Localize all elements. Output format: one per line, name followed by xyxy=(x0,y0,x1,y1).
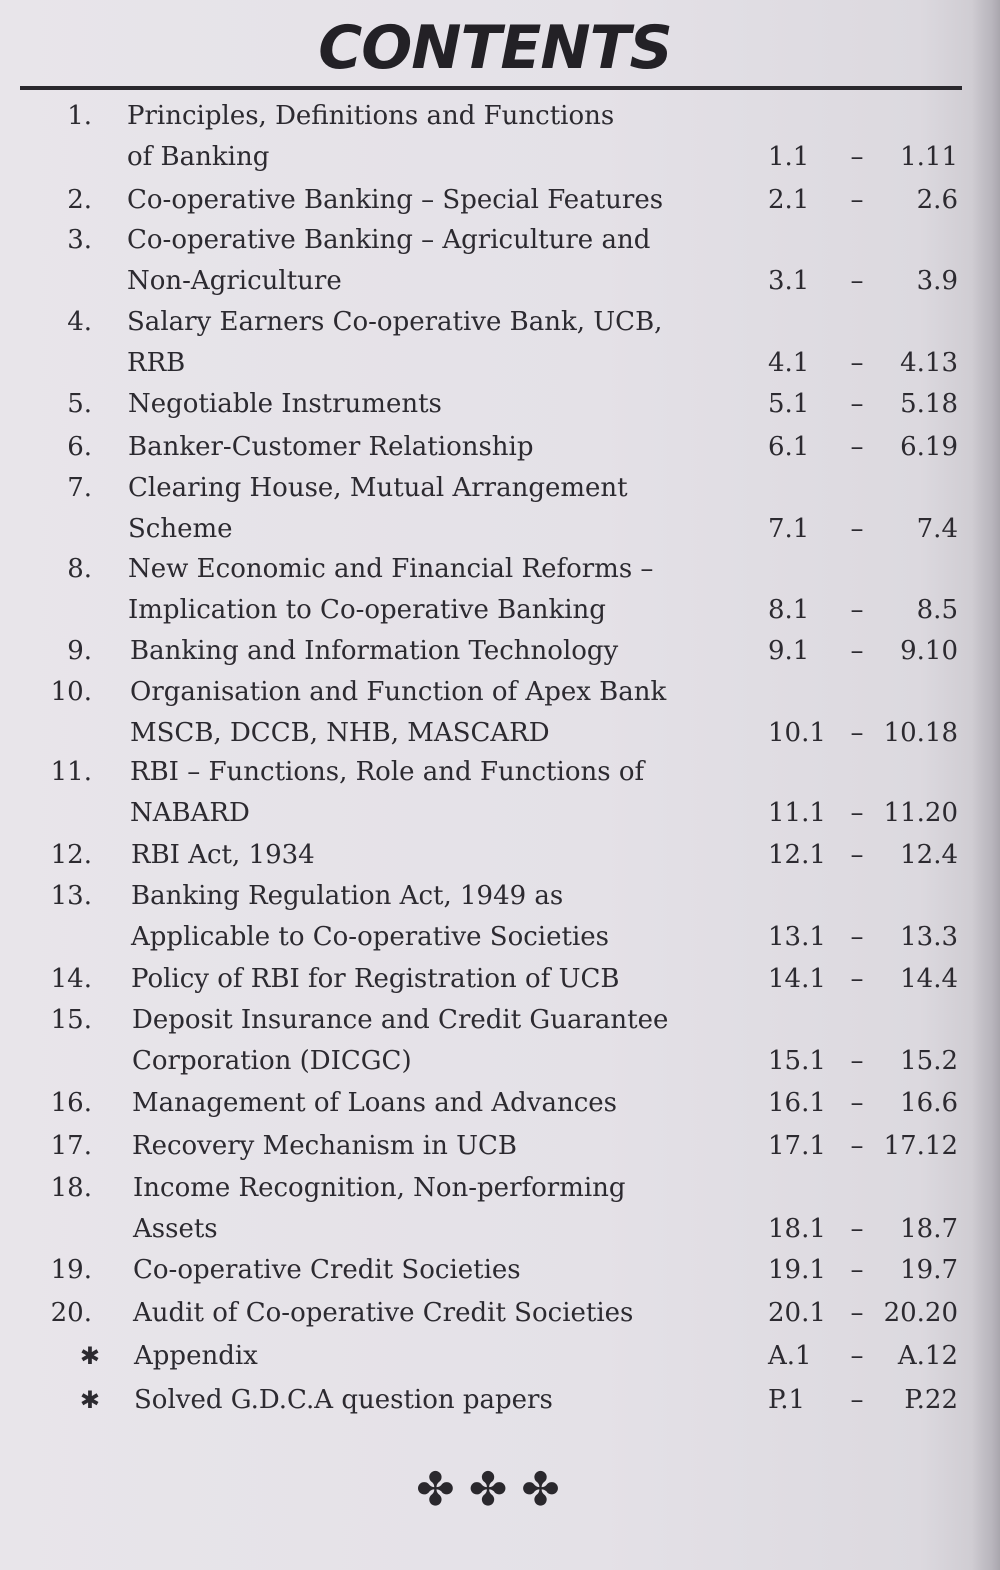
page-range-start: 7.1 xyxy=(768,514,810,544)
page-range-start: 12.1 xyxy=(768,840,826,870)
chapter-title-line: Assets xyxy=(133,1214,218,1244)
toc-entry xyxy=(0,1380,1000,1421)
page-range-start: 11.1 xyxy=(768,798,826,828)
chapter-title-line: Management of Loans and Advances xyxy=(132,1088,618,1118)
chapter-title-line: Principles, Definitions and Functions xyxy=(127,101,615,131)
chapter-title-line: NABARD xyxy=(130,798,250,828)
page-range-end: P.22 xyxy=(904,1385,958,1415)
page-range-dash: – xyxy=(850,840,864,870)
chapter-title-line: Co-operative Banking – Special Features xyxy=(127,185,664,215)
chapter-title-line: Implication to Co-operative Banking xyxy=(128,595,606,625)
chapter-title-line: RBI – Functions, Role and Functions of xyxy=(130,757,645,787)
chapter-title-line: Corporation (DICGC) xyxy=(132,1046,412,1076)
page-range-dash: – xyxy=(850,185,864,215)
chapter-title-line: MSCB, DCCB, NHB, MASCARD xyxy=(130,718,550,748)
chapter-number: 20. xyxy=(50,1298,92,1328)
toc-entry xyxy=(0,1168,1000,1250)
toc-entry xyxy=(0,1083,1000,1124)
page-range-dash: – xyxy=(850,636,864,666)
page-range-start: 1.1 xyxy=(768,142,810,172)
chapter-number: 18. xyxy=(50,1173,92,1203)
toc-entry xyxy=(0,549,1000,631)
toc-entry xyxy=(0,959,1000,1000)
page-range-end: A.12 xyxy=(897,1341,958,1371)
page-range-start: 5.1 xyxy=(768,389,810,419)
toc-entry xyxy=(0,672,1000,754)
chapter-title-line: Co-operative Credit Societies xyxy=(133,1255,521,1285)
chapter-title-line: Banking Regulation Act, 1949 as xyxy=(131,881,564,911)
page-range-start: 16.1 xyxy=(768,1088,826,1118)
page-range-end: 7.4 xyxy=(916,514,958,544)
chapter-number: 17. xyxy=(50,1131,92,1161)
toc-entry xyxy=(0,1000,1000,1082)
page-range-dash: – xyxy=(850,718,864,748)
chapter-title-line: Negotiable Instruments xyxy=(128,389,442,419)
chapter-title-line: Organisation and Function of Apex Bank xyxy=(130,677,667,707)
page-range-start: 2.1 xyxy=(768,185,810,215)
toc-entry xyxy=(0,384,1000,425)
chapter-title-line: Scheme xyxy=(128,514,233,544)
chapter-title-line: Co-operative Banking – Agriculture and xyxy=(127,225,651,255)
page-range-dash: – xyxy=(850,348,864,378)
page-range-start: 6.1 xyxy=(768,432,810,462)
page-range-start: 19.1 xyxy=(768,1255,826,1285)
chapter-title-line: Applicable to Co-operative Societies xyxy=(131,922,610,952)
page-range-end: 18.7 xyxy=(900,1214,958,1244)
chapter-number: 15. xyxy=(50,1005,92,1035)
toc-entry xyxy=(0,876,1000,958)
page-range-end: 12.4 xyxy=(900,840,958,870)
chapter-title-line: Banker-Customer Relationship xyxy=(128,432,534,462)
chapter-title-line: Deposit Insurance and Credit Guarantee xyxy=(132,1005,669,1035)
page-range-dash: – xyxy=(850,514,864,544)
page-range-start: 9.1 xyxy=(768,636,810,666)
page-range-dash: – xyxy=(850,964,864,994)
chapter-number: 3. xyxy=(67,225,92,255)
page-range-dash: – xyxy=(850,595,864,625)
chapter-title-line: Audit of Co-operative Credit Societies xyxy=(133,1298,634,1328)
chapter-number: 14. xyxy=(50,964,92,994)
toc-entry xyxy=(0,96,1000,178)
page-range-end: 11.20 xyxy=(883,798,958,828)
toc-entry xyxy=(0,220,1000,302)
chapter-number: 10. xyxy=(50,677,92,707)
page-range-dash: – xyxy=(850,1341,864,1371)
toc-entry xyxy=(0,1250,1000,1291)
page-range-end: 13.3 xyxy=(900,922,958,952)
page-range-dash: – xyxy=(850,142,864,172)
page-range-dash: – xyxy=(850,1214,864,1244)
toc-entry xyxy=(0,1336,1000,1377)
toc-entry xyxy=(0,427,1000,468)
page-range-dash: – xyxy=(850,432,864,462)
page-range-dash: – xyxy=(850,1131,864,1161)
page-range-start: P.1 xyxy=(768,1385,806,1415)
chapter-number: 8. xyxy=(67,554,92,584)
page-range-end: 16.6 xyxy=(900,1088,958,1118)
page-range-dash: – xyxy=(850,389,864,419)
toc-entry xyxy=(0,302,1000,384)
chapter-title-line: of Banking xyxy=(127,142,270,172)
page-range-start: 10.1 xyxy=(768,718,826,748)
page-range-end: 4.13 xyxy=(900,348,958,378)
chapter-title-line: Income Recognition, Non-performing xyxy=(133,1173,626,1203)
page-range-end: 8.5 xyxy=(916,595,958,625)
page-range-end: 10.18 xyxy=(883,718,958,748)
chapter-number: 11. xyxy=(50,757,92,787)
chapter-title-line: Recovery Mechanism in UCB xyxy=(132,1131,518,1161)
chapter-title-line: Non-Agriculture xyxy=(127,266,342,296)
chapter-title-line: Policy of RBI for Registration of UCB xyxy=(131,964,620,994)
page-range-end: 3.9 xyxy=(916,266,958,296)
page-range-end: 15.2 xyxy=(900,1046,958,1076)
page-range-end: 14.4 xyxy=(900,964,958,994)
page-range-start: 3.1 xyxy=(768,266,810,296)
toc-entry xyxy=(0,180,1000,221)
chapter-title-line: RBI Act, 1934 xyxy=(131,840,315,870)
page-title: CONTENTS xyxy=(318,13,672,83)
chapter-number: 16. xyxy=(50,1088,92,1118)
page-range-start: 8.1 xyxy=(768,595,810,625)
page-range-end: 6.19 xyxy=(900,432,958,462)
page-range-dash: – xyxy=(850,1385,864,1415)
toc-entry xyxy=(0,631,1000,672)
chapter-title-line: Clearing House, Mutual Arrangement xyxy=(128,473,628,503)
toc-entry xyxy=(0,1293,1000,1334)
chapter-number: 12. xyxy=(50,840,92,870)
page-range-end: 1.11 xyxy=(900,142,958,172)
chapter-number: 1. xyxy=(67,101,92,131)
page-range-start: 4.1 xyxy=(768,348,810,378)
toc-entry xyxy=(0,835,1000,876)
page-range-dash: – xyxy=(850,798,864,828)
title-rule xyxy=(20,86,962,90)
page-range-end: 9.10 xyxy=(900,636,958,666)
page-range-dash: – xyxy=(850,1298,864,1328)
toc-entry xyxy=(0,752,1000,834)
chapter-title-line: Banking and Information Technology xyxy=(130,636,619,666)
page-range-start: 13.1 xyxy=(768,922,826,952)
page-range-end: 19.7 xyxy=(900,1255,958,1285)
page-range-dash: – xyxy=(850,922,864,952)
page-range-dash: – xyxy=(850,266,864,296)
toc-entry xyxy=(0,468,1000,550)
chapter-number: 9. xyxy=(67,636,92,666)
page-range-start: 17.1 xyxy=(768,1131,826,1161)
chapter-title-line: Appendix xyxy=(134,1341,258,1371)
chapter-number: 4. xyxy=(67,307,92,337)
chapter-number: 13. xyxy=(50,881,92,911)
ornament-fleurons: ✤✤✤ xyxy=(416,1462,574,1516)
page-range-start: 18.1 xyxy=(768,1214,826,1244)
chapter-number: 6. xyxy=(67,432,92,462)
asterisk-icon: ✱ xyxy=(79,1386,100,1414)
chapter-number: 19. xyxy=(50,1255,92,1285)
page-range-dash: – xyxy=(850,1255,864,1285)
page-range-dash: – xyxy=(850,1046,864,1076)
chapter-number: 2. xyxy=(67,185,92,215)
page-range-start: 20.1 xyxy=(768,1298,826,1328)
chapter-title-line: RRB xyxy=(127,348,186,378)
asterisk-icon: ✱ xyxy=(79,1342,100,1370)
toc-entry xyxy=(0,1126,1000,1167)
page-range-dash: – xyxy=(850,1088,864,1118)
page-range-start: 15.1 xyxy=(768,1046,826,1076)
chapter-number: 7. xyxy=(67,473,92,503)
page-range-end: 17.12 xyxy=(883,1131,958,1161)
page-range-end: 20.20 xyxy=(883,1298,958,1328)
chapter-title-line: New Economic and Financial Reforms – xyxy=(128,554,654,584)
chapter-title-line: Salary Earners Co-operative Bank, UCB, xyxy=(127,307,663,337)
page-range-end: 2.6 xyxy=(916,185,958,215)
page-range-start: 14.1 xyxy=(768,964,826,994)
page-range-end: 5.18 xyxy=(900,389,958,419)
chapter-title-line: Solved G.D.C.A question papers xyxy=(134,1385,553,1415)
page-range-start: A.1 xyxy=(768,1341,812,1371)
chapter-number: 5. xyxy=(67,389,92,419)
